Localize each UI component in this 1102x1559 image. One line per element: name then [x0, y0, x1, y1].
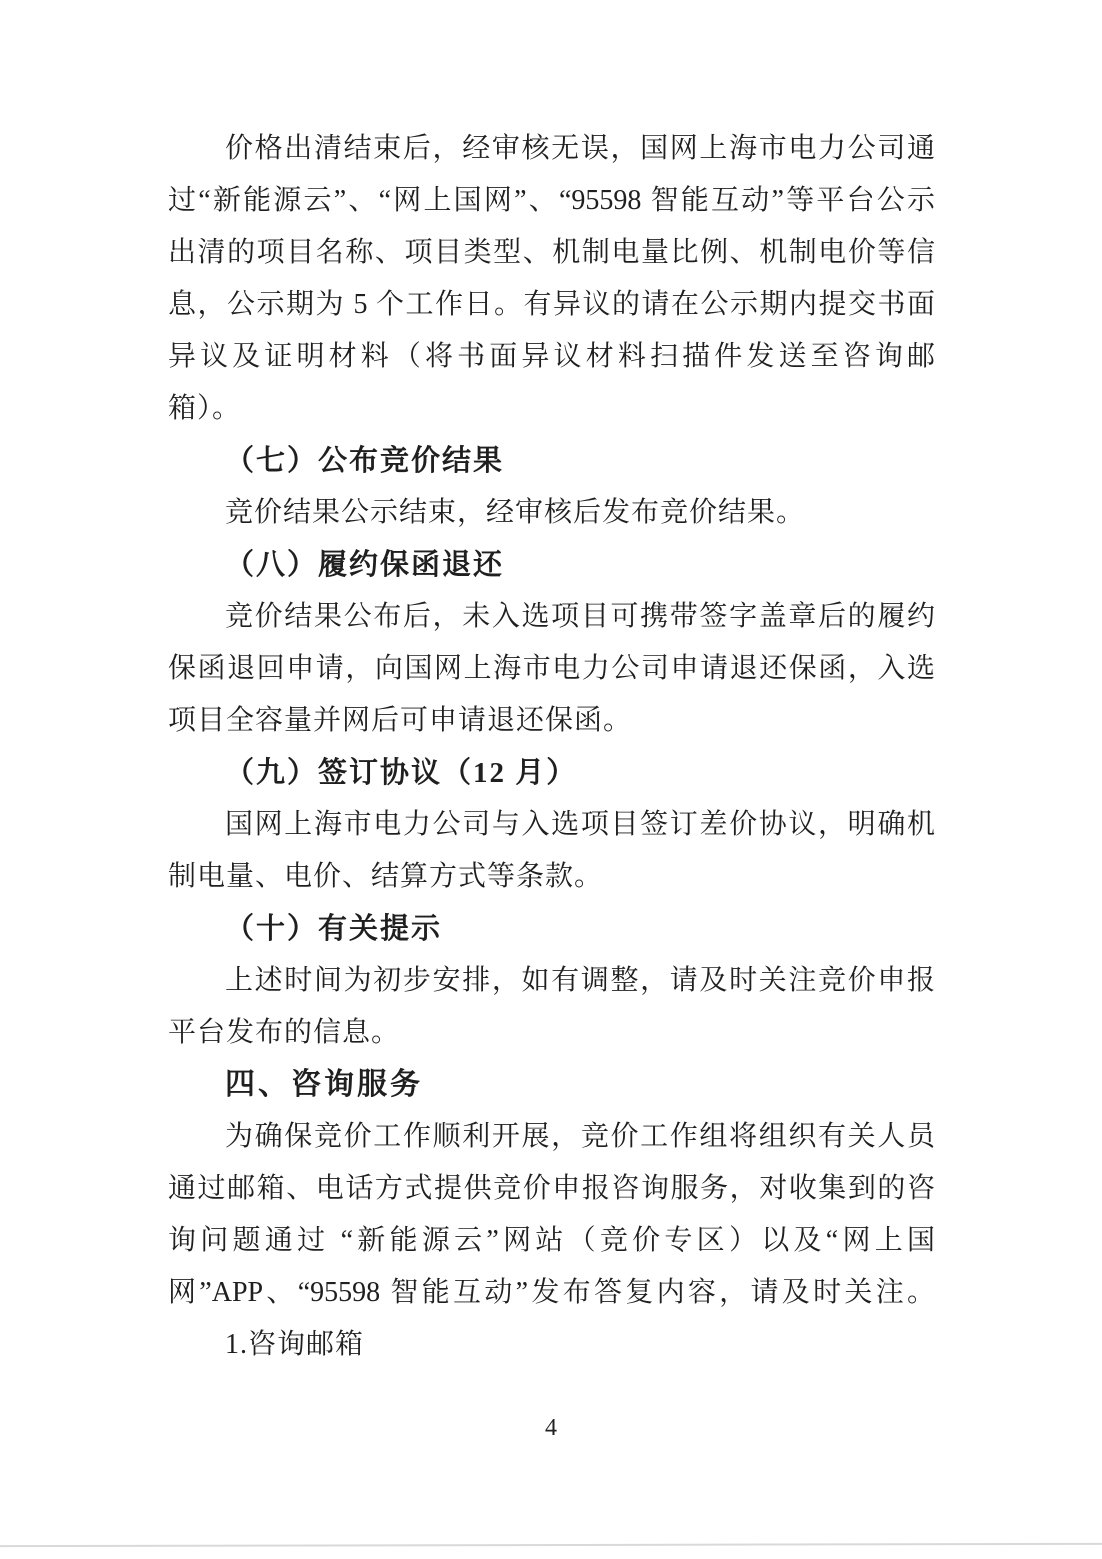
heading-section-ten-notice: （十）有关提示 [225, 913, 443, 945]
paragraph-line: 通过邮箱、电话方式提供竞价申报咨询服务，对收集到的咨 [168, 1173, 935, 1204]
paragraph-line: 息，公示期为 5 个工作日。有异议的请在公示期内提交书面 [168, 289, 935, 320]
heading-section-nine-sign-agreement: （九）签订协议（12 月） [225, 757, 578, 789]
paragraph-line: 上述时间为初步安排，如有调整，请及时关注竞价申报 [225, 965, 935, 996]
paragraph-line: 网”APP、“95598 智能互动”发布答复内容，请及时关注。 [168, 1277, 935, 1308]
paragraph-line: 国网上海市电力公司与入选项目签订差价协议，明确机 [225, 809, 935, 840]
heading-section-eight-guarantee-return: （八）履约保函退还 [225, 549, 505, 581]
paragraph-line: 保函退回申请，向国网上海市电力公司申请退还保函，入选 [168, 653, 935, 684]
scan-edge-line [0, 1543, 1102, 1547]
paragraph-line: 箱）。 [168, 393, 242, 424]
paragraph-line: 过“新能源云”、“网上国网”、“95598 智能互动”等平台公示 [168, 185, 935, 216]
paragraph-line: 平台发布的信息。 [168, 1017, 401, 1048]
paragraph-line: 竞价结果公布后，未入选项目可携带签字盖章后的履约 [225, 601, 935, 632]
heading-section-seven-announce-bid-results: （七）公布竞价结果 [225, 445, 505, 477]
page-number: 4 [545, 1415, 557, 1441]
paragraph-line: 制电量、电价、结算方式等条款。 [168, 861, 604, 892]
heading-section-four-consulting-service: 四、咨询服务 [225, 1068, 423, 1101]
paragraph-line: 价格出清结束后，经审核无误，国网上海市电力公司通 [225, 133, 935, 164]
subheading-consult-email: 1.咨询邮箱 [225, 1329, 365, 1360]
paragraph-line: 异议及证明材料（将书面异议材料扫描件发送至咨询邮 [168, 341, 935, 372]
paragraph-line: 询问题通过 “新能源云”网站（竞价专区）以及“网上国 [168, 1225, 935, 1256]
document-text-block [168, 123, 935, 1371]
paragraph-line: 项目全容量并网后可申请退还保函。 [168, 705, 633, 736]
paragraph-line: 竞价结果公示结束，经审核后发布竞价结果。 [225, 497, 806, 528]
paragraph-line: 为确保竞价工作顺利开展，竞价工作组将组织有关人员 [225, 1121, 935, 1152]
paragraph-line: 出清的项目名称、项目类型、机制电量比例、机制电价等信 [168, 237, 935, 268]
